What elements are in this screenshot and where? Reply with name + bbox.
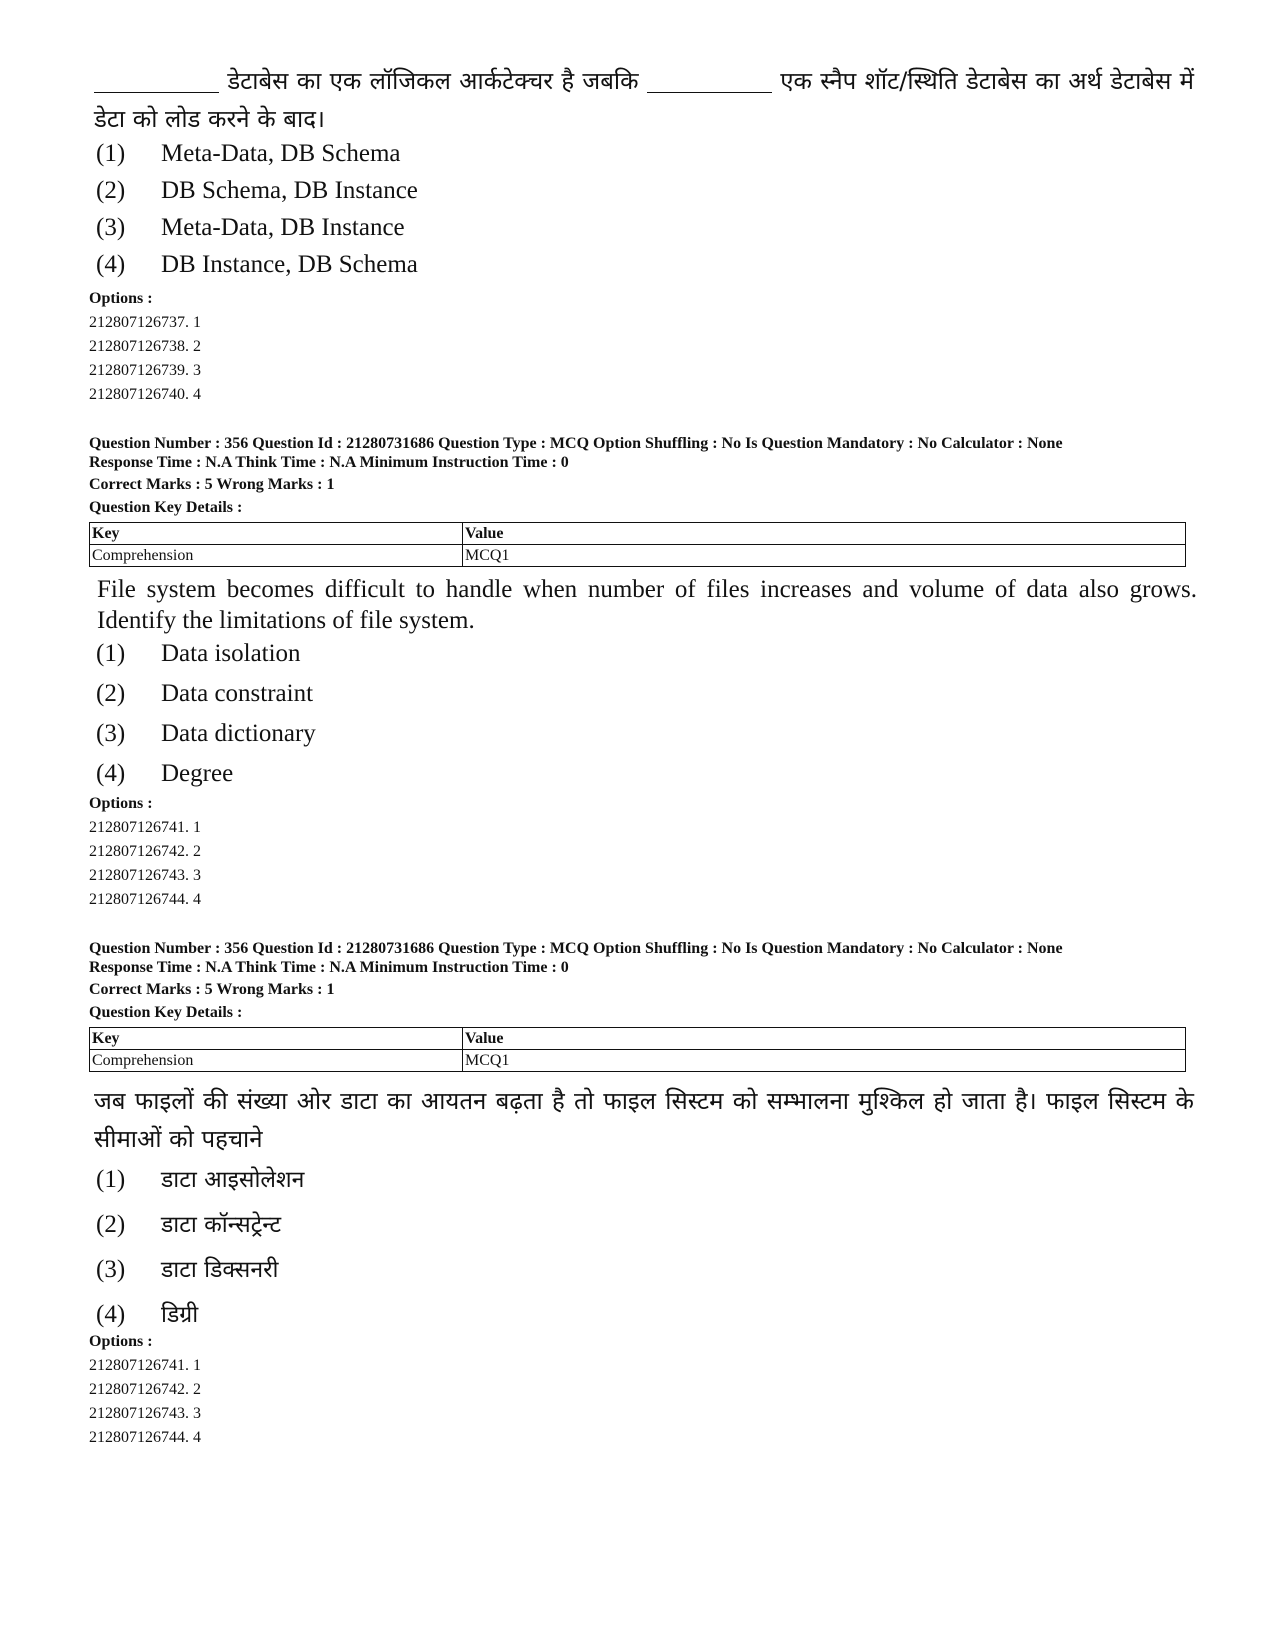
key-details-label: Question Key Details : (89, 499, 243, 516)
choice-item: (2) Data constraint (96, 680, 314, 707)
marks-line: Correct Marks : 5 Wrong Marks : 1 (89, 981, 335, 998)
question-meta-line: Response Time : N.A Think Time : N.A Minimum Instruction Time : 0 (89, 454, 569, 471)
question-key-table (89, 522, 1186, 567)
fill-blank (647, 70, 772, 93)
choice-item: (3) डाटा डिक्सनरी (96, 1256, 279, 1283)
option-id: 212807126743. 3 (89, 867, 201, 884)
question-meta-line: Question Number : 356 Question Id : 21280731686 Question Type : MCQ Option Shuffling : No Is Question Mandatory : No Calculator : None (89, 940, 1063, 957)
question-c-meta (89, 939, 1209, 977)
option-id: 212807126743. 3 (89, 1405, 201, 1422)
question-a-stem (94, 62, 1194, 138)
question-a-stem-part2: एक स्नैप शॉट/स्थिति डेटाबेस का अर्थ डेटाबेस में डेटा को लोड करने के बाद। (94, 67, 1194, 133)
question-b-stem: File system becomes difficult to handle when number of files increases and volume of data also grows. Identify the limitations of file system. (97, 576, 1197, 634)
marks-line: Correct Marks : 5 Wrong Marks : 1 (89, 476, 335, 493)
question-a-choices (96, 140, 896, 288)
choice-item: (2) डाटा कॉन्सट्रेन्ट (96, 1211, 282, 1238)
choice-item: (3) Meta-Data, DB Instance (96, 214, 405, 241)
fill-blank (94, 70, 219, 93)
choice-item: (1) Meta-Data, DB Schema (96, 140, 401, 167)
table-header-value: Value (463, 1028, 1186, 1050)
table-header-key: Key (90, 523, 463, 545)
question-c-choices (96, 1162, 896, 1342)
options-list (89, 311, 201, 407)
option-id: 212807126741. 1 (89, 819, 201, 836)
option-id: 212807126744. 4 (89, 1429, 201, 1446)
option-id: 212807126741. 1 (89, 1357, 201, 1374)
option-id: 212807126738. 2 (89, 338, 201, 355)
option-id: 212807126742. 2 (89, 1381, 201, 1398)
option-id: 212807126737. 1 (89, 314, 201, 331)
question-a-stem-part1: डेटाबेस का एक लॉजिकल आर्कटेक्चर है जबकि (227, 67, 639, 95)
question-key-table (89, 1027, 1186, 1072)
options-label: Options : (89, 290, 153, 307)
table-cell-key: Comprehension (90, 545, 463, 567)
option-id: 212807126744. 4 (89, 891, 201, 908)
choice-item: (1) डाटा आइसोलेशन (96, 1166, 305, 1193)
table-cell-key: Comprehension (90, 1050, 463, 1072)
option-id: 212807126742. 2 (89, 843, 201, 860)
question-meta-line: Response Time : N.A Think Time : N.A Minimum Instruction Time : 0 (89, 959, 569, 976)
options-label: Options : (89, 795, 153, 812)
question-meta-line: Question Number : 356 Question Id : 21280731686 Question Type : MCQ Option Shuffling : No Is Question Mandatory : No Calculator : None (89, 435, 1063, 452)
question-b-meta (89, 434, 1209, 472)
choice-item: (2) DB Schema, DB Instance (96, 177, 418, 204)
table-cell-value: MCQ1 (463, 1050, 1186, 1072)
choice-item: (3) Data dictionary (96, 720, 316, 747)
choice-item: (4) Degree (96, 760, 234, 787)
key-details-label: Question Key Details : (89, 1004, 243, 1021)
table-cell-value: MCQ1 (463, 545, 1186, 567)
options-label: Options : (89, 1333, 153, 1350)
choice-item: (1) Data isolation (96, 640, 301, 667)
table-header-key: Key (90, 1028, 463, 1050)
choice-item: (4) डिग्री (96, 1301, 199, 1328)
option-id: 212807126740. 4 (89, 386, 201, 403)
question-b-choices (96, 640, 896, 800)
question-c-stem: जब फाइलों की संख्या ओर डाटा का आयतन बढ़ता है तो फाइल सिस्टम को सम्भालना मुश्किल हो जाता है। फाइल सिस्टम के सीमाओं को पहचाने (94, 1087, 1194, 1153)
options-list (89, 816, 201, 912)
table-header-value: Value (463, 523, 1186, 545)
option-id: 212807126739. 3 (89, 362, 201, 379)
choice-item: (4) DB Instance, DB Schema (96, 251, 418, 278)
options-list (89, 1354, 201, 1450)
